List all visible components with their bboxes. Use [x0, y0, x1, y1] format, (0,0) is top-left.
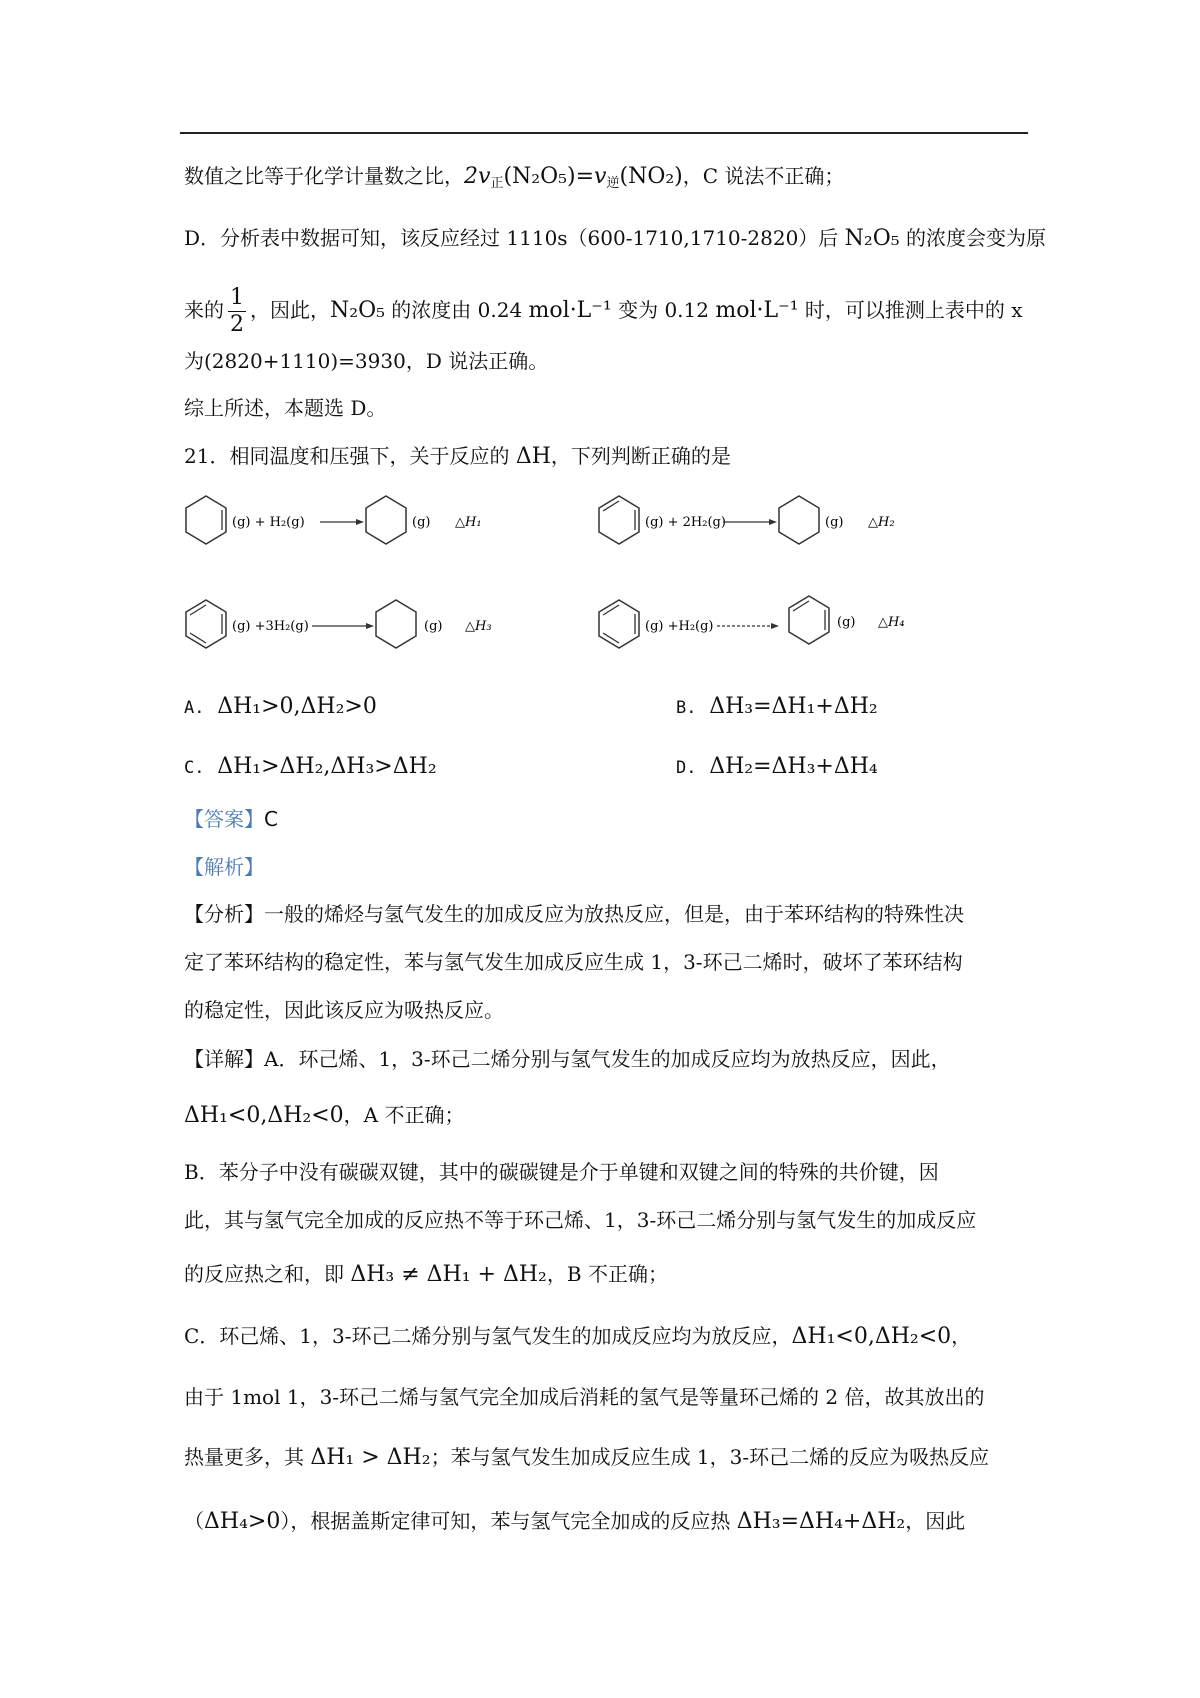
text: ，A 不正确； — [343, 1103, 465, 1127]
question-21 — [184, 440, 731, 473]
xiangjie-b-line-3 — [184, 1258, 668, 1291]
text: ，C 说法不正确； — [682, 164, 845, 188]
text: 热量更多，其 — [184, 1445, 311, 1469]
answer-value: C — [264, 807, 278, 831]
text: 的反应热之和，即 — [184, 1262, 351, 1286]
text: （ — [184, 1509, 204, 1533]
text: ；苯与氢气发生加成反应生成 1，3-环己二烯的反应为吸热反应 — [430, 1445, 990, 1469]
text: 变为 0.12 — [611, 298, 716, 322]
option-c[interactable] — [184, 750, 437, 784]
xiangjie-c-line-4 — [184, 1505, 965, 1538]
frac-num: 1 — [230, 285, 244, 310]
reaction-1-diagram — [180, 488, 540, 572]
text: 数值之比等于化学计量数之比， — [184, 164, 464, 188]
sub-ni: 逆 — [606, 176, 620, 191]
product-2: (g) — [825, 515, 844, 530]
math-c4-1: ΔH₄>0 — [204, 1509, 281, 1534]
text: ），根据盖斯定律可知，苯与氢气完全加成的反应热 — [280, 1509, 737, 1533]
math-n2o5: N₂O₅ — [330, 298, 385, 323]
option-d-text: ΔH₂=ΔH₃+ΔH₄ — [709, 754, 878, 779]
math-paren: ) — [566, 164, 576, 189]
dh-3-label: △H₃ — [465, 619, 492, 634]
reaction-3-diagram — [180, 590, 540, 674]
math-unit: mol·L⁻¹ — [715, 298, 799, 323]
dh-1-label: △H₁ — [455, 515, 482, 530]
text: ，因此 — [905, 1509, 966, 1533]
fenxi-line-1: 【分析】一般的烯烃与氢气发生的加成反应为放热反应，但是，由于苯环结构的特殊性决 — [184, 902, 964, 926]
option-a[interactable] — [184, 690, 377, 724]
math-no2: NO₂ — [628, 164, 675, 189]
dh-4-label: △H₄ — [878, 615, 905, 630]
option-d[interactable] — [676, 750, 878, 784]
option-a-text: ΔH₁>0,ΔH₂>0 — [217, 694, 377, 719]
frac-den: 2 — [230, 312, 244, 337]
math-unit: mol·L⁻¹ — [528, 298, 612, 323]
math-a2: ΔH₁<0,ΔH₂<0 — [184, 1103, 344, 1128]
text: ，B 不正确； — [546, 1262, 668, 1286]
math-c4-2: ΔH₃=ΔH₄+ΔH₂ — [736, 1509, 906, 1534]
d-line-2 — [184, 280, 1023, 341]
xiangjie-a-line-1: 【详解】A．环己烯、1，3-环己二烯分别与氢气发生的加成反应均为放热反应，因此， — [184, 1047, 951, 1071]
math-dh: ΔH — [515, 444, 551, 469]
reactant-3: (g) +3H₂(g) — [232, 619, 309, 634]
math-n2o5: N₂O₅ — [844, 226, 900, 251]
xiangjie-c-line-2: 由于 1mol 1，3-环己二烯与氢气完全加成后消耗的氢气是等量环己烯的 2 倍，故其放出的 — [184, 1385, 985, 1409]
math-c1: ΔH₁<0,ΔH₂<0 — [791, 1324, 952, 1349]
text: 的浓度由 0.24 — [384, 298, 529, 322]
reaction-2-diagram — [593, 488, 953, 572]
xiangjie-a-line-2 — [184, 1099, 464, 1132]
fenxi-line-2: 定了苯环结构的稳定性，苯与氢气发生加成反应生成 1，3-环己二烯时，破坏了苯环结构 — [184, 950, 963, 974]
analysis-tag: 【解析】 — [184, 855, 264, 879]
xiangjie-c-line-3 — [184, 1441, 989, 1474]
text: 的浓度会变为原 — [899, 226, 1046, 250]
text: D．分析表中数据可知，该反应经过 1110s（600-1710,1710-2820）后 — [184, 226, 845, 250]
option-d-label: D. — [676, 758, 697, 778]
text: 来的 — [184, 298, 224, 322]
text: ，因此， — [250, 298, 330, 322]
math-eq: = — [575, 164, 595, 189]
fenxi-line-3: 的稳定性，因此该反应为吸热反应。 — [184, 998, 504, 1022]
math-paren: ( — [619, 164, 629, 189]
text: 21．相同温度和压强下，关于反应的 — [184, 444, 516, 468]
reaction-4-diagram — [593, 590, 953, 674]
xiangjie-b-line-2: 此，其与氢气完全加成的反应热不等于环己烯、1，3-环己二烯分别与氢气发生的加成反应 — [184, 1208, 977, 1232]
option-a-label: A. — [184, 698, 205, 718]
math-2v: 2v — [464, 164, 491, 189]
math-b3: ΔH₃ ≠ ΔH₁ + ΔH₂ — [350, 1262, 547, 1287]
xiangjie-b-line-1: B．苯分子中没有碳碳双键，其中的碳碳键是介于单键和双键之间的特殊的共价键，因 — [184, 1160, 939, 1184]
product-3: (g) — [424, 619, 443, 634]
header-rule — [180, 132, 1028, 134]
c-conclusion-line — [184, 160, 844, 193]
math-c3: ΔH₁ > ΔH₂ — [310, 1445, 431, 1470]
product-4: (g) — [837, 615, 856, 630]
text: C．环己烯、1，3-环己二烯分别与氢气发生的加成反应均为放反应， — [184, 1324, 792, 1348]
math-n2o5: N₂O₅ — [512, 164, 567, 189]
option-c-label: C. — [184, 758, 205, 778]
summary-line: 综上所述，本题选 D。 — [184, 396, 387, 420]
reactant-2: (g) + 2H₂(g) — [645, 515, 726, 530]
math-paren: ) — [674, 164, 683, 189]
math-v: v — [594, 164, 607, 189]
product-1: (g) — [412, 515, 431, 530]
fraction-one-half — [228, 285, 246, 338]
text: ， — [951, 1324, 972, 1348]
math-paren: ( — [503, 164, 513, 189]
reactant-1: (g) + H₂(g) — [232, 515, 305, 530]
sub-zheng: 正 — [490, 176, 504, 191]
xiangjie-c-line-1 — [184, 1320, 971, 1353]
dh-2-label: △H₂ — [868, 515, 895, 530]
answer-line — [184, 803, 278, 835]
option-c-text: ΔH₁>ΔH₂,ΔH₃>ΔH₂ — [217, 754, 437, 779]
text: 时，可以推测上表中的 x — [798, 298, 1023, 322]
answer-tag: 【答案】 — [184, 807, 264, 831]
option-b-text: ΔH₃=ΔH₁+ΔH₂ — [709, 694, 878, 719]
d-line-3: 为(2820+1110)=3930，D 说法正确。 — [184, 349, 549, 373]
option-b[interactable] — [676, 690, 878, 724]
text: ，下列判断正确的是 — [550, 444, 731, 468]
d-line-1 — [184, 222, 1046, 255]
option-b-label: B. — [676, 698, 697, 718]
reactant-4: (g) +H₂(g) — [645, 619, 714, 634]
